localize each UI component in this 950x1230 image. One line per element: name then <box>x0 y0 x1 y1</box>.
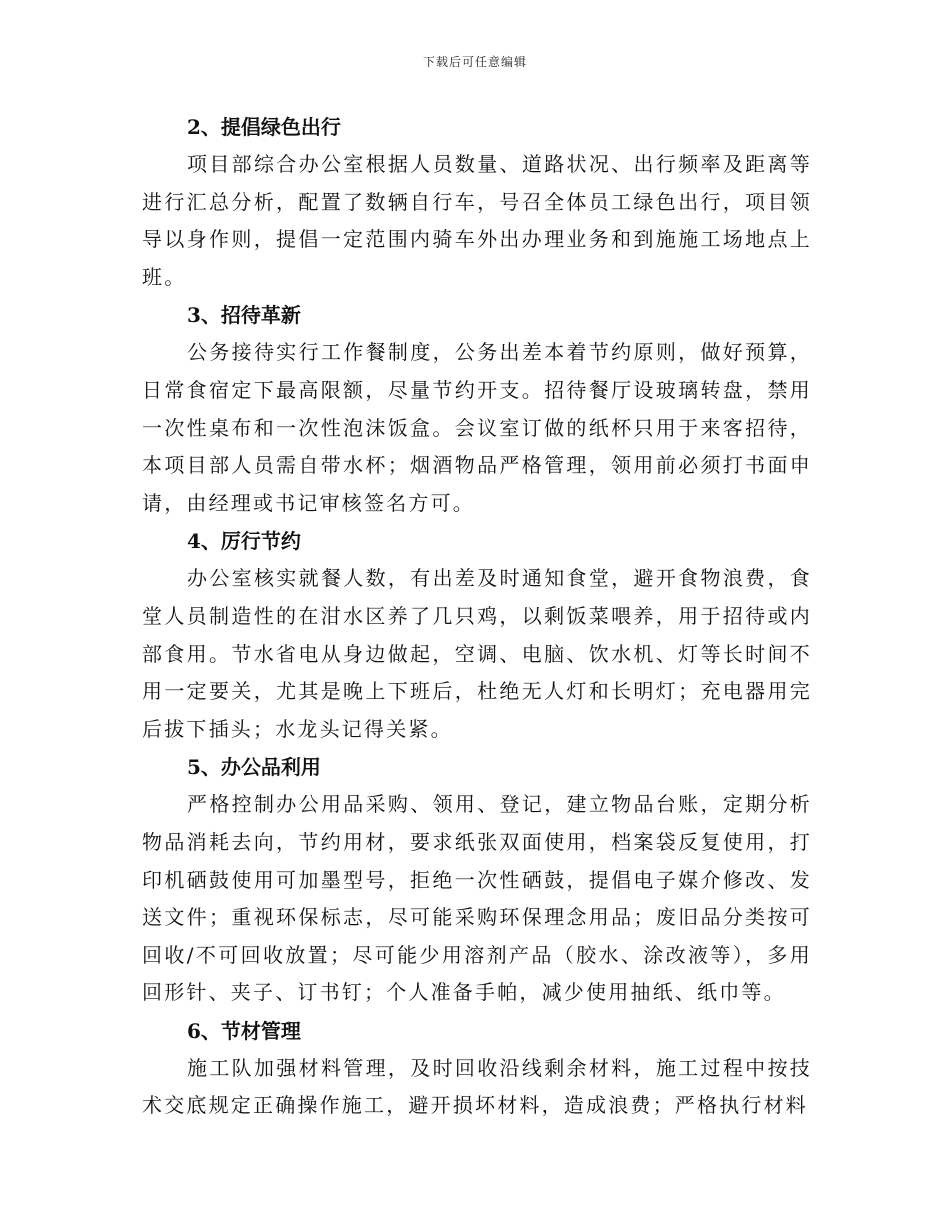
section-material-saving <box>142 1012 812 1125</box>
section-heading: 4、厉行节约 <box>187 529 301 554</box>
section-paragraph: 公务接待实行工作餐制度，公务出差本着节约原则，做好预算，日常食宿定下最高限额，尽量节约开支。招待餐厅设玻璃转盘，禁用一次性桌布和一次性泡沫饭盒。会议室订做的纸杯只用于来客招待，本项目部人员需自带水杯；烟酒物品严格管理，领用前必须打书面申请，由经理或书记审核签名方可。 <box>142 340 812 515</box>
page-header-note: 下载后可任意编辑 <box>422 55 527 69</box>
section-heading: 2、提倡绿色出行 <box>187 115 341 139</box>
document-body <box>142 108 812 1125</box>
section-paragraph: 办公室核实就餐人数，有出差及时通知食堂，避开食物浪费，食堂人员制造性的在泔水区养了几只鸡，以剩饭菜喂养，用于招待或内部食用。节水省电从身边做起，空调、电脑、饮水机、灯等长时间不用一定要关，尤其是晚上下班后，杜绝无人灯和长明灯；充电器用完后拔下插头；水龙头记得关紧。 <box>142 566 812 741</box>
section-strict-economy <box>142 522 812 748</box>
section-office-supplies <box>142 748 812 1012</box>
section-reception-reform <box>142 296 812 522</box>
section-paragraph: 施工队加强材料管理，及时回收沿线剩余材料，施工过程中按技术交底规定正确操作施工，避开损坏材料，造成浪费；严格执行材料 <box>142 1055 812 1118</box>
section-heading: 3、招待革新 <box>187 303 301 328</box>
section-paragraph: 严格控制办公用品采购、领用、登记，建立物品台账，定期分析物品消耗去向，节约用材，要求纸张双面使用，档案袋反复使用，打印机硒鼓使用可加墨型号，拒绝一次性硒鼓，提倡电子媒介修改、发送文件；重视环保标志，尽可能采购环保理念用品；废旧品分类按可回收/不可回收放置；尽可能少用溶剂产品（胶水、涂改液等），多用回形针、夹子、订书钉；个人准备手帕，减少使用抽纸、纸巾等。 <box>142 792 812 1005</box>
section-heading: 6、节材管理 <box>187 1018 301 1043</box>
section-green-travel <box>142 108 812 296</box>
section-paragraph: 项目部综合办公室根据人员数量、道路状况、出行频率及距离等进行汇总分析，配置了数辆自行车，号召全体员工绿色出行，项目领导以身作则，提倡一定范围内骑车外出办理业务和到施施工场地点上班。 <box>142 152 812 289</box>
section-heading: 5、办公品利用 <box>187 755 321 780</box>
